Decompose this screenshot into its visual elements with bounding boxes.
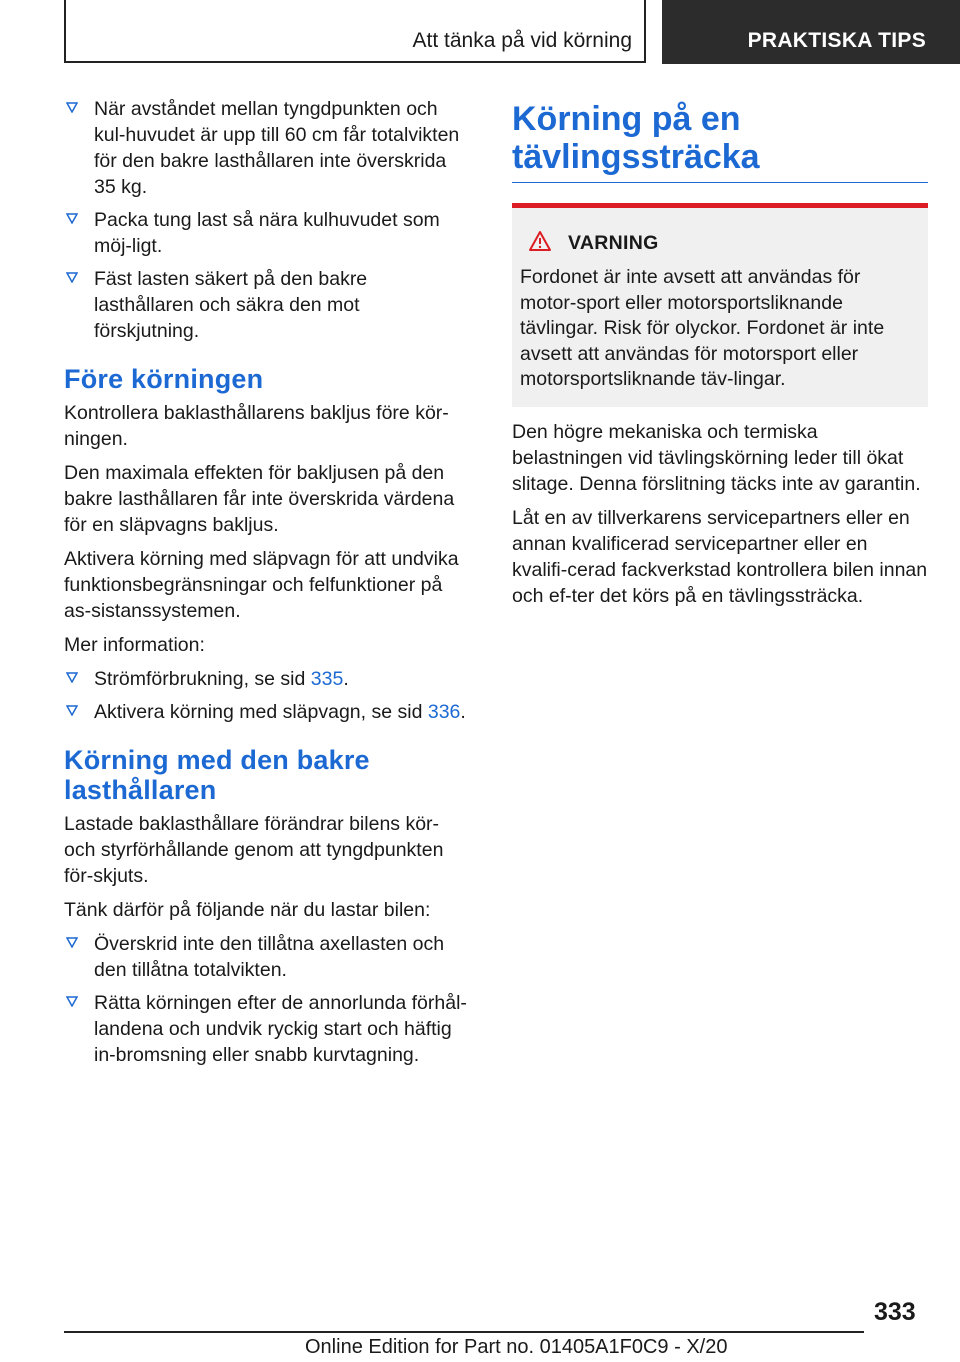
main-heading-race-track: Körning på en tävlingssträcka (512, 100, 928, 183)
list-item (64, 931, 470, 983)
list-item-text: Fäst lasten säkert på den bakre lasthållaren och säkra den mot förskjutning. (94, 268, 368, 342)
list-item (64, 207, 470, 259)
warning-box (512, 203, 928, 407)
list-item (64, 990, 470, 1068)
triangle-bullet-icon (66, 213, 78, 224)
page-link-335[interactable]: 335 (310, 668, 344, 690)
paragraph: Tänk därför på följande när du lastar bilen: (64, 899, 431, 921)
paragraph: Lastade baklasthållare förändrar bilens kör- och styrförhållande genom att tyngdpunkten för-skjuts. (64, 813, 444, 887)
header-section-title: Att tänka på vid körning (412, 29, 632, 52)
list-item-end: . (343, 668, 349, 690)
triangle-bullet-icon (66, 102, 78, 113)
paragraph: Den högre mekaniska och termiska belastningen vid tävlingskörning leder till ökat slitage. Denna förslitning täcks inte av garantin. (512, 420, 921, 495)
warning-title-row (528, 230, 920, 257)
triangle-bullet-icon (66, 272, 78, 283)
triangle-bullet-icon (66, 705, 78, 716)
paragraph: Den maximala effekten för bakljusen på den bakre lasthållaren får inte överskrida värdena för en släpvagns bakljus. (64, 462, 455, 536)
triangle-bullet-icon (66, 937, 78, 948)
left-column (64, 96, 470, 1075)
section-heading-rear-carrier: Körning med den bakre lasthållaren (64, 745, 370, 805)
list-item-text: Strömförbrukning, se sid (94, 668, 311, 690)
list-item-text: Packa tung last så nära kulhuvudet som möj-ligt. (94, 209, 440, 257)
list-item (64, 96, 470, 200)
warning-title: VARNING (568, 232, 659, 254)
page-link-336[interactable]: 336 (427, 701, 461, 723)
list-item (64, 699, 470, 725)
list-item (64, 266, 470, 344)
list-item-text: Aktivera körning med släpvagn, se sid (94, 701, 428, 723)
warning-triangle-icon (528, 230, 552, 257)
footer-edition-text: Online Edition for Part no. 01405A1F0C9 - X/20 (305, 1336, 728, 1358)
header-section-box (64, 0, 646, 63)
triangle-bullet-icon (66, 996, 78, 1007)
list-item-end: . (460, 701, 466, 723)
section-heading-before-driving: Före körningen (64, 364, 264, 394)
list-item-text: Rätta körningen efter de annorlunda förhål-landena och undvik ryckig start och häftig in-bromsning eller snabb kurvtagning. (94, 992, 467, 1066)
triangle-bullet-icon (66, 672, 78, 683)
header-chapter-title: PRAKTISKA TIPS (747, 29, 926, 52)
paragraph: Kontrollera baklasthållarens bakljus före kör-ningen. (64, 402, 449, 450)
paragraph: Aktivera körning med släpvagn för att undvika funktionsbegränsningar och felfunktioner på as-sistanssystemen. (64, 548, 459, 622)
list-item-text: När avståndet mellan tyngdpunkten och kul-huvudet är upp till 60 cm får totalvikten för den bakre lasthållaren inte överskrida 35 kg. (94, 98, 460, 198)
footer-divider (64, 1331, 864, 1333)
page-number: 333 (874, 1298, 916, 1326)
warning-body: Fordonet är inte avsett att användas för motor-sport eller motorsportsliknande tävlingar. Risk för olyckor. Fordonet är inte avsett att användas för motorsport eller motorsportsliknande täv-lingar. (520, 266, 885, 390)
paragraph: Låt en av tillverkarens servicepartners eller en annan kvalificerad servicepartner eller en kvalifi-cerad fackverkstad kontrollera bilen innan och ef-ter det körs på en tävlingssträcka. (512, 506, 928, 607)
header-chapter-tab (662, 0, 960, 64)
list-item (64, 666, 470, 692)
paragraph: Mer information: (64, 634, 205, 656)
right-column (512, 96, 928, 617)
list-item-text: Överskrid inte den tillåtna axellasten och den tillåtna totalvikten. (94, 933, 445, 981)
